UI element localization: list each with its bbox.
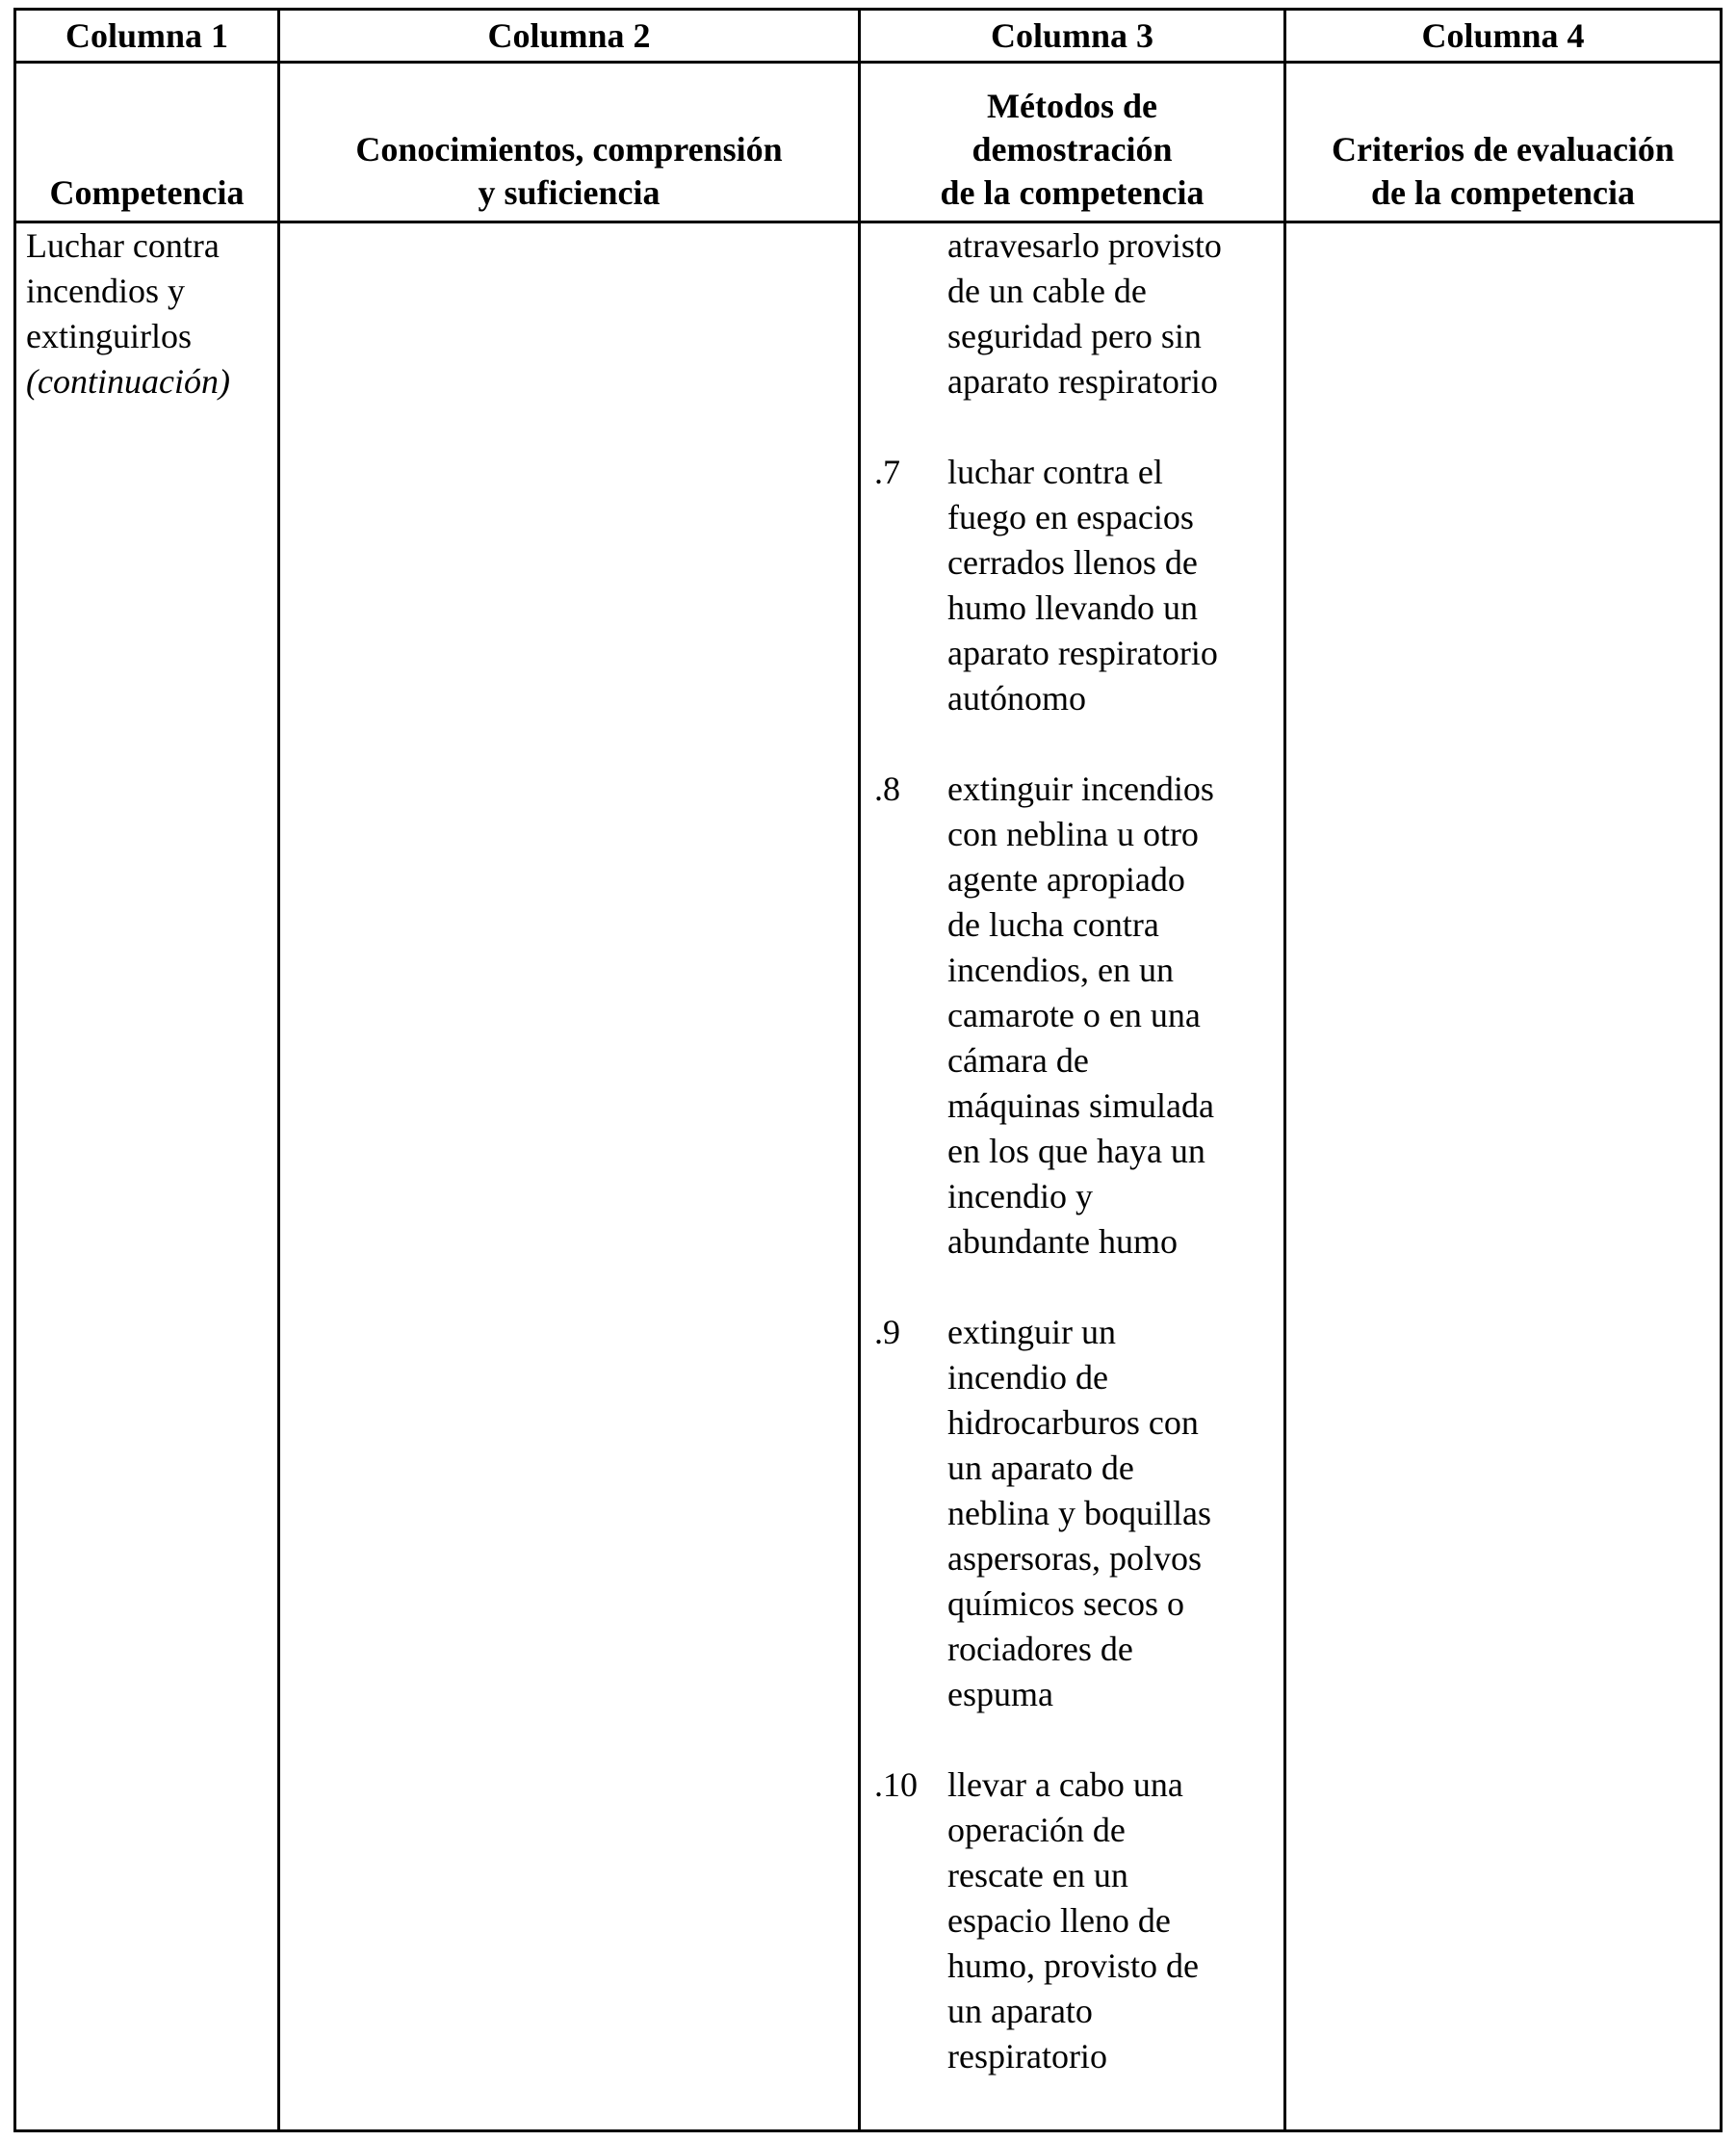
- item-text: [947, 767, 1283, 1265]
- column-number-4: Columna 4: [1285, 10, 1722, 63]
- column-title-row: [15, 63, 1722, 222]
- item-text-line: aspersoras, polvos: [947, 1539, 1202, 1578]
- continued-text-line: seguridad pero sin: [947, 317, 1202, 355]
- item-text-line: espuma: [947, 1675, 1053, 1713]
- item-text-line: incendio de: [947, 1358, 1108, 1397]
- column-title-line: Conocimientos, comprensión: [355, 130, 783, 169]
- item-text-line: cámara de: [947, 1041, 1089, 1080]
- continued-text: [947, 223, 1283, 405]
- item-text: [947, 1310, 1283, 1717]
- column-title-competencia: [15, 63, 279, 222]
- column-title-line: Métodos de: [987, 87, 1157, 125]
- item-text-line: incendio y: [947, 1177, 1093, 1215]
- item-text-line: incendios, en un: [947, 951, 1174, 989]
- item-text-line: luchar contra el: [947, 453, 1163, 491]
- column-number-3: Columna 3: [860, 10, 1285, 63]
- item-text: [947, 450, 1283, 721]
- item-text: [947, 1762, 1283, 2079]
- list-item: [861, 1762, 1283, 2079]
- list-item: [861, 1310, 1283, 1717]
- item-text-line: fuego en espacios: [947, 498, 1194, 536]
- competencia-cell: [15, 222, 279, 2131]
- item-text-line: humo llevando un: [947, 588, 1198, 627]
- item-text-line: agente apropiado: [947, 860, 1185, 899]
- item-text-line: de lucha contra: [947, 905, 1159, 944]
- item-text-line: abundante humo: [947, 1222, 1178, 1261]
- continuation-note: (continuación): [26, 362, 230, 401]
- item-text-line: un aparato: [947, 1992, 1093, 2030]
- list-item: [861, 450, 1283, 721]
- column-number-2: Columna 2: [279, 10, 860, 63]
- criterios-cell: [1285, 222, 1722, 2131]
- item-text-line: rescate en un: [947, 1856, 1128, 1894]
- item-text-line: autónomo: [947, 679, 1086, 718]
- item-text-line: extinguir incendios: [947, 770, 1214, 808]
- competencia-line: incendios y: [26, 272, 185, 310]
- column-number-row: [15, 10, 1722, 63]
- item-text-line: en los que haya un: [947, 1132, 1205, 1170]
- competencia-line: extinguirlos: [26, 317, 192, 355]
- item-number: .9: [874, 1313, 900, 1351]
- item-text-line: camarote o en una: [947, 996, 1201, 1034]
- item-text-line: hidrocarburos con: [947, 1403, 1199, 1442]
- column-title-line: Competencia: [49, 173, 245, 212]
- item-text-line: neblina y boquillas: [947, 1494, 1211, 1532]
- list-item: [861, 767, 1283, 1265]
- item-text-line: aparato respiratorio: [947, 634, 1218, 672]
- column-title-metodos: [860, 63, 1285, 222]
- item-text-line: rociadores de: [947, 1630, 1133, 1668]
- item-text-line: respiratorio: [947, 2037, 1107, 2076]
- item-number: .10: [874, 1765, 918, 1804]
- item-text-line: espacio lleno de: [947, 1901, 1171, 1940]
- column-title-line: y suficiencia: [478, 173, 661, 212]
- item-text-line: operación de: [947, 1811, 1126, 1849]
- column-title-criterios: [1285, 63, 1722, 222]
- column-title-conocimientos: [279, 63, 860, 222]
- metodos-cell: [860, 222, 1285, 2131]
- item-text-line: llevar a cabo una: [947, 1765, 1183, 1804]
- continued-text-line: de un cable de: [947, 272, 1147, 310]
- item-number: .8: [874, 770, 900, 808]
- column-number-1: Columna 1: [15, 10, 279, 63]
- table-row: [15, 222, 1722, 2131]
- column-title-line: Criterios de evaluación: [1332, 130, 1674, 169]
- item-text-line: un aparato de: [947, 1449, 1134, 1487]
- conocimientos-cell: [279, 222, 860, 2131]
- item-number: .7: [874, 453, 900, 491]
- column-title-line: de la competencia: [1371, 173, 1635, 212]
- item-text-line: máquinas simulada: [947, 1086, 1214, 1125]
- item-text-line: humo, provisto de: [947, 1946, 1199, 1985]
- competencia-line: Luchar contra: [26, 226, 220, 265]
- column-title-line: demostración: [972, 130, 1173, 169]
- item-text-line: extinguir un: [947, 1313, 1116, 1351]
- continued-text-line: aparato respiratorio: [947, 362, 1218, 401]
- item-text-line: con neblina u otro: [947, 815, 1199, 853]
- item-text-line: químicos secos o: [947, 1584, 1184, 1623]
- continued-text-line: atravesarlo provisto: [947, 226, 1222, 265]
- column-title-line: de la competencia: [940, 173, 1205, 212]
- competence-table: [13, 8, 1723, 2132]
- item-text-line: cerrados llenos de: [947, 543, 1198, 582]
